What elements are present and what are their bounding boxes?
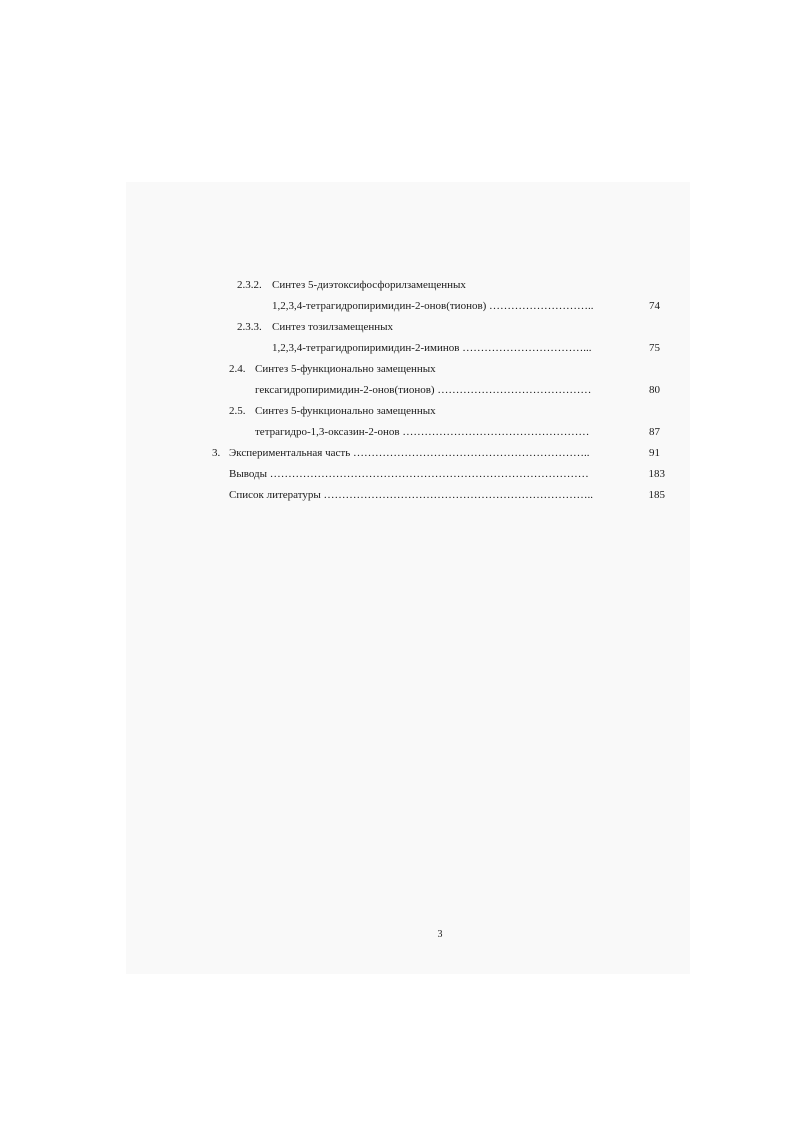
toc-page-2-4: 80 bbox=[649, 384, 660, 396]
toc-title-2-4-continued: гексагидропиримидин-2-онов(тионов) …………………………………… bbox=[255, 384, 592, 396]
toc-title-2-3-2: Синтез 5-диэтоксифосфорилзамещенных bbox=[272, 279, 466, 291]
toc-number-3: 3. bbox=[212, 447, 221, 459]
toc-number-2-3-3: 2.3.3. bbox=[237, 321, 262, 333]
toc-title-2-3-3-continued: 1,2,3,4-тетрагидропиримидин-2-иминов ……………………………... bbox=[272, 342, 592, 354]
toc-page-2-5: 87 bbox=[649, 426, 660, 438]
toc-page-2-3-3: 75 bbox=[649, 342, 660, 354]
toc-page-references: 185 bbox=[648, 489, 665, 501]
toc-title-references: Список литературы ……………………………………………………………….. bbox=[229, 489, 594, 501]
toc-title-2-3-2-continued: 1,2,3,4-тетрагидропиримидин-2-онов(тионов) ……………………….. bbox=[272, 300, 594, 312]
page-number: 3 bbox=[437, 929, 443, 940]
toc-title-3: Экспериментальная часть ……………………………………………………….. bbox=[229, 447, 590, 459]
toc-number-2-3-2: 2.3.2. bbox=[237, 279, 262, 291]
toc-title-2-4: Синтез 5-функционально замещенных bbox=[255, 363, 436, 375]
toc-title-conclusions: Выводы …………………………………………………………………………… bbox=[229, 468, 589, 480]
toc-title-2-5-continued: тетрагидро-1,3-оксазин-2-онов …………………………………………… bbox=[255, 426, 590, 438]
toc-number-2-4: 2.4. bbox=[229, 363, 246, 375]
toc-title-2-5: Синтез 5-функционально замещенных bbox=[255, 405, 436, 417]
toc-page-conclusions: 183 bbox=[648, 468, 665, 480]
toc-page-3: 91 bbox=[649, 447, 660, 459]
toc-page-2-3-2: 74 bbox=[649, 300, 660, 312]
toc-title-2-3-3: Синтез тозилзамещенных bbox=[272, 321, 393, 333]
toc-number-2-5: 2.5. bbox=[229, 405, 246, 417]
